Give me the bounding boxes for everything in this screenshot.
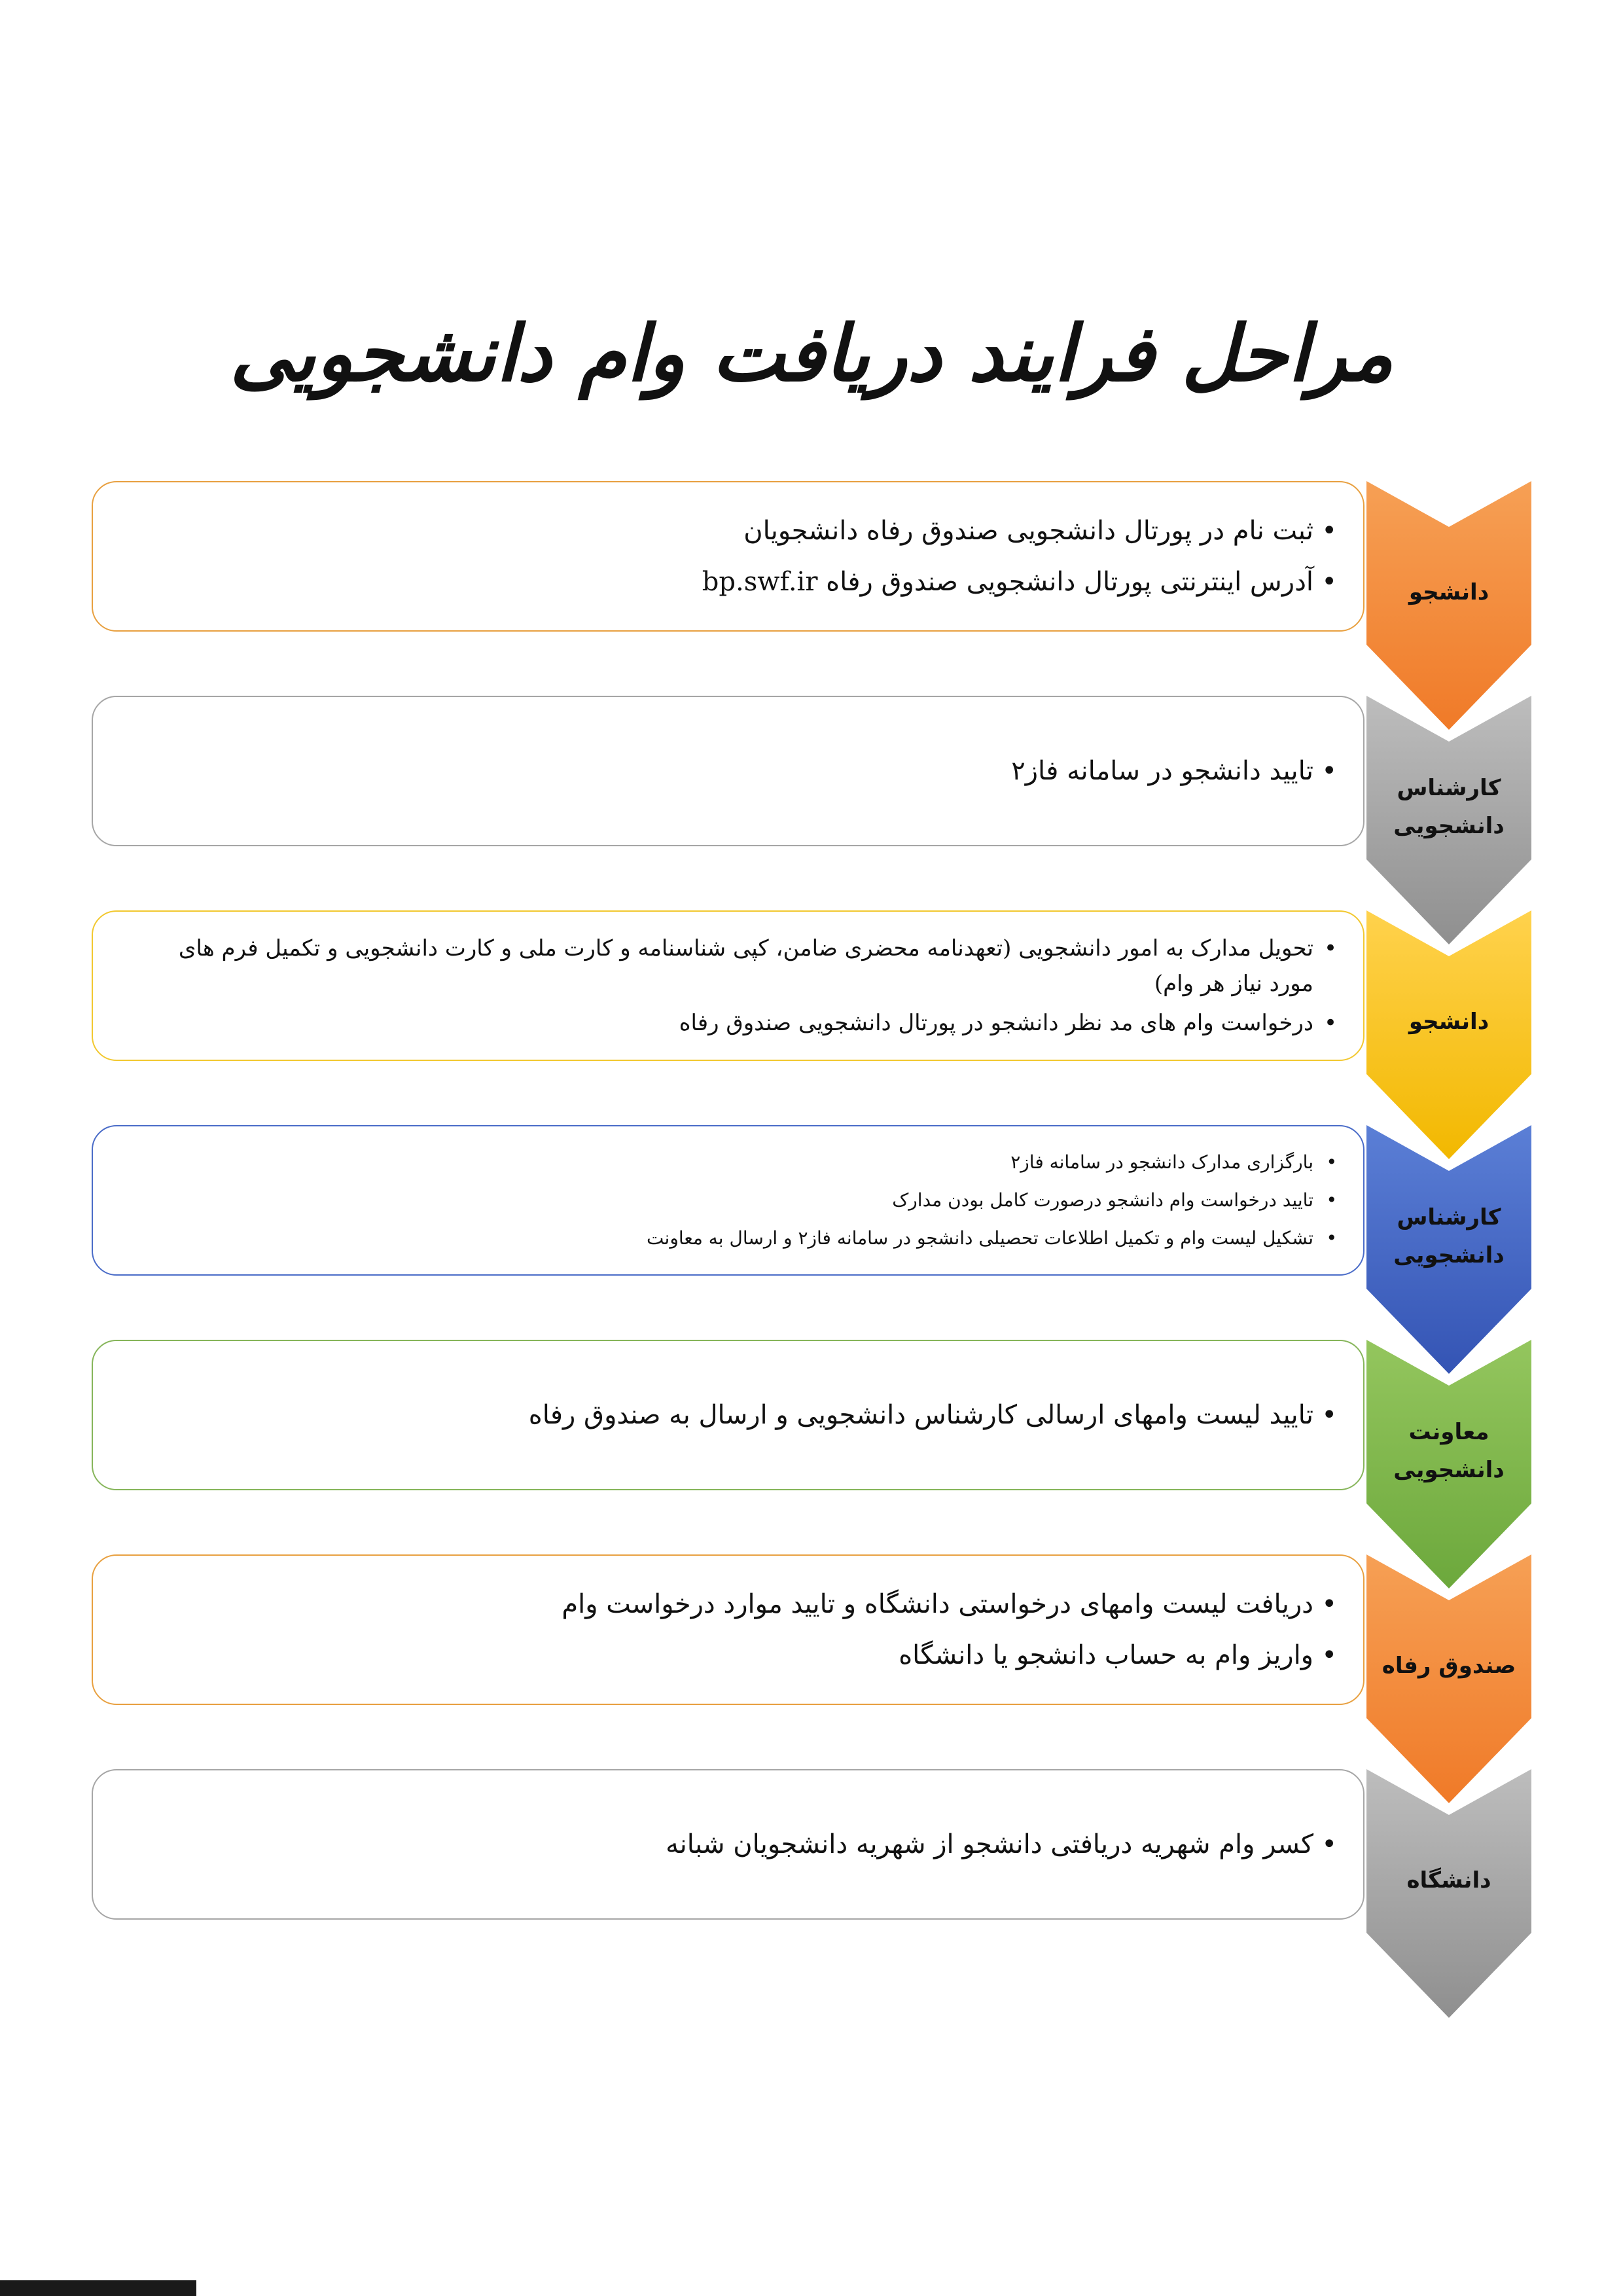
stage-5 — [92, 1340, 1531, 1588]
stage-2 — [92, 696, 1531, 944]
stage-role-label: دانشجو — [1408, 1009, 1489, 1035]
stage-item: • تشکیل لیست وام و تکمیل اطلاعات تحصیلی دانشجو در سامانه فاز۲ و ارسال به معاونت — [132, 1224, 1337, 1253]
stage-text-box — [92, 1769, 1364, 1920]
stage-6 — [92, 1554, 1531, 1803]
stage-text-box — [92, 1125, 1364, 1276]
stage-text-box — [92, 1340, 1364, 1490]
stage-role-label: کارشناس دانشجویی — [1393, 1204, 1505, 1268]
stage-text-box — [92, 1554, 1364, 1705]
stage-item: • دریافت لیست وامهای درخواستی دانشگاه و تایید موارد درخواست وام — [132, 1586, 1337, 1623]
page-title: مراحل فرایند دریافت وام دانشجویی — [230, 308, 1393, 399]
stage-role-label: دانشگاه — [1406, 1867, 1491, 1893]
stage-item: • تحویل مدارک به امور دانشجویی (تعهدنامه محضری ضامن، کپی شناسنامه و کارت ملی و کارت دانشجویی و تکمیل فرم های مورد نیاز هر وام) — [132, 931, 1337, 1001]
stage-item-list — [93, 738, 1363, 804]
stage-text-box — [92, 481, 1364, 632]
stage-role-label: کارشناس دانشجویی — [1393, 775, 1505, 839]
stage-7 — [92, 1769, 1531, 2018]
stage-item-list — [93, 1812, 1363, 1877]
stage-3 — [92, 910, 1531, 1159]
stage-item-list — [93, 1139, 1363, 1262]
stage-item-list — [93, 927, 1363, 1045]
stage-item-list — [93, 1382, 1363, 1448]
stage-item: • آدرس اینترنتی پورتال دانشجویی صندوق رفاه bp.swf.ir — [132, 564, 1337, 600]
stage-4 — [92, 1125, 1531, 1374]
stage-item: • تایید لیست وامهای ارسالی کارشناس دانشجویی و ارسال به صندوق رفاه — [132, 1397, 1337, 1433]
stage-item: • ثبت نام در پورتال دانشجویی صندوق رفاه دانشجویان — [132, 512, 1337, 549]
stage-text-box — [92, 910, 1364, 1061]
stage-text-box — [92, 696, 1364, 846]
stage-role-label: معاونت دانشجویی — [1393, 1419, 1505, 1483]
stage-role-label: دانشجو — [1408, 579, 1489, 605]
stage-item: • بارگزاری مدارک دانشجو در سامانه فاز۲ — [132, 1148, 1337, 1177]
stage-role-label: صندوق رفاه — [1382, 1653, 1516, 1679]
stage-item-list — [93, 498, 1363, 615]
stage-1 — [92, 481, 1531, 730]
watermark-strip — [0, 2280, 196, 2296]
stage-item: • درخواست وام های مد نظر دانشجو در پورتال دانشجویی صندوق رفاه — [132, 1005, 1337, 1041]
stage-item: • تایید درخواست وام دانشجو درصورت کامل بودن مدارک — [132, 1186, 1337, 1215]
stage-item: • کسر وام شهریه دریافتی دانشجو از شهریه دانشجویان شبانه — [132, 1826, 1337, 1863]
stage-item: • تایید دانشجو در سامانه فاز۲ — [132, 753, 1337, 789]
stage-item: • واریز وام به حساب دانشجو یا دانشگاه — [132, 1637, 1337, 1674]
stage-item-list — [93, 1571, 1363, 1688]
